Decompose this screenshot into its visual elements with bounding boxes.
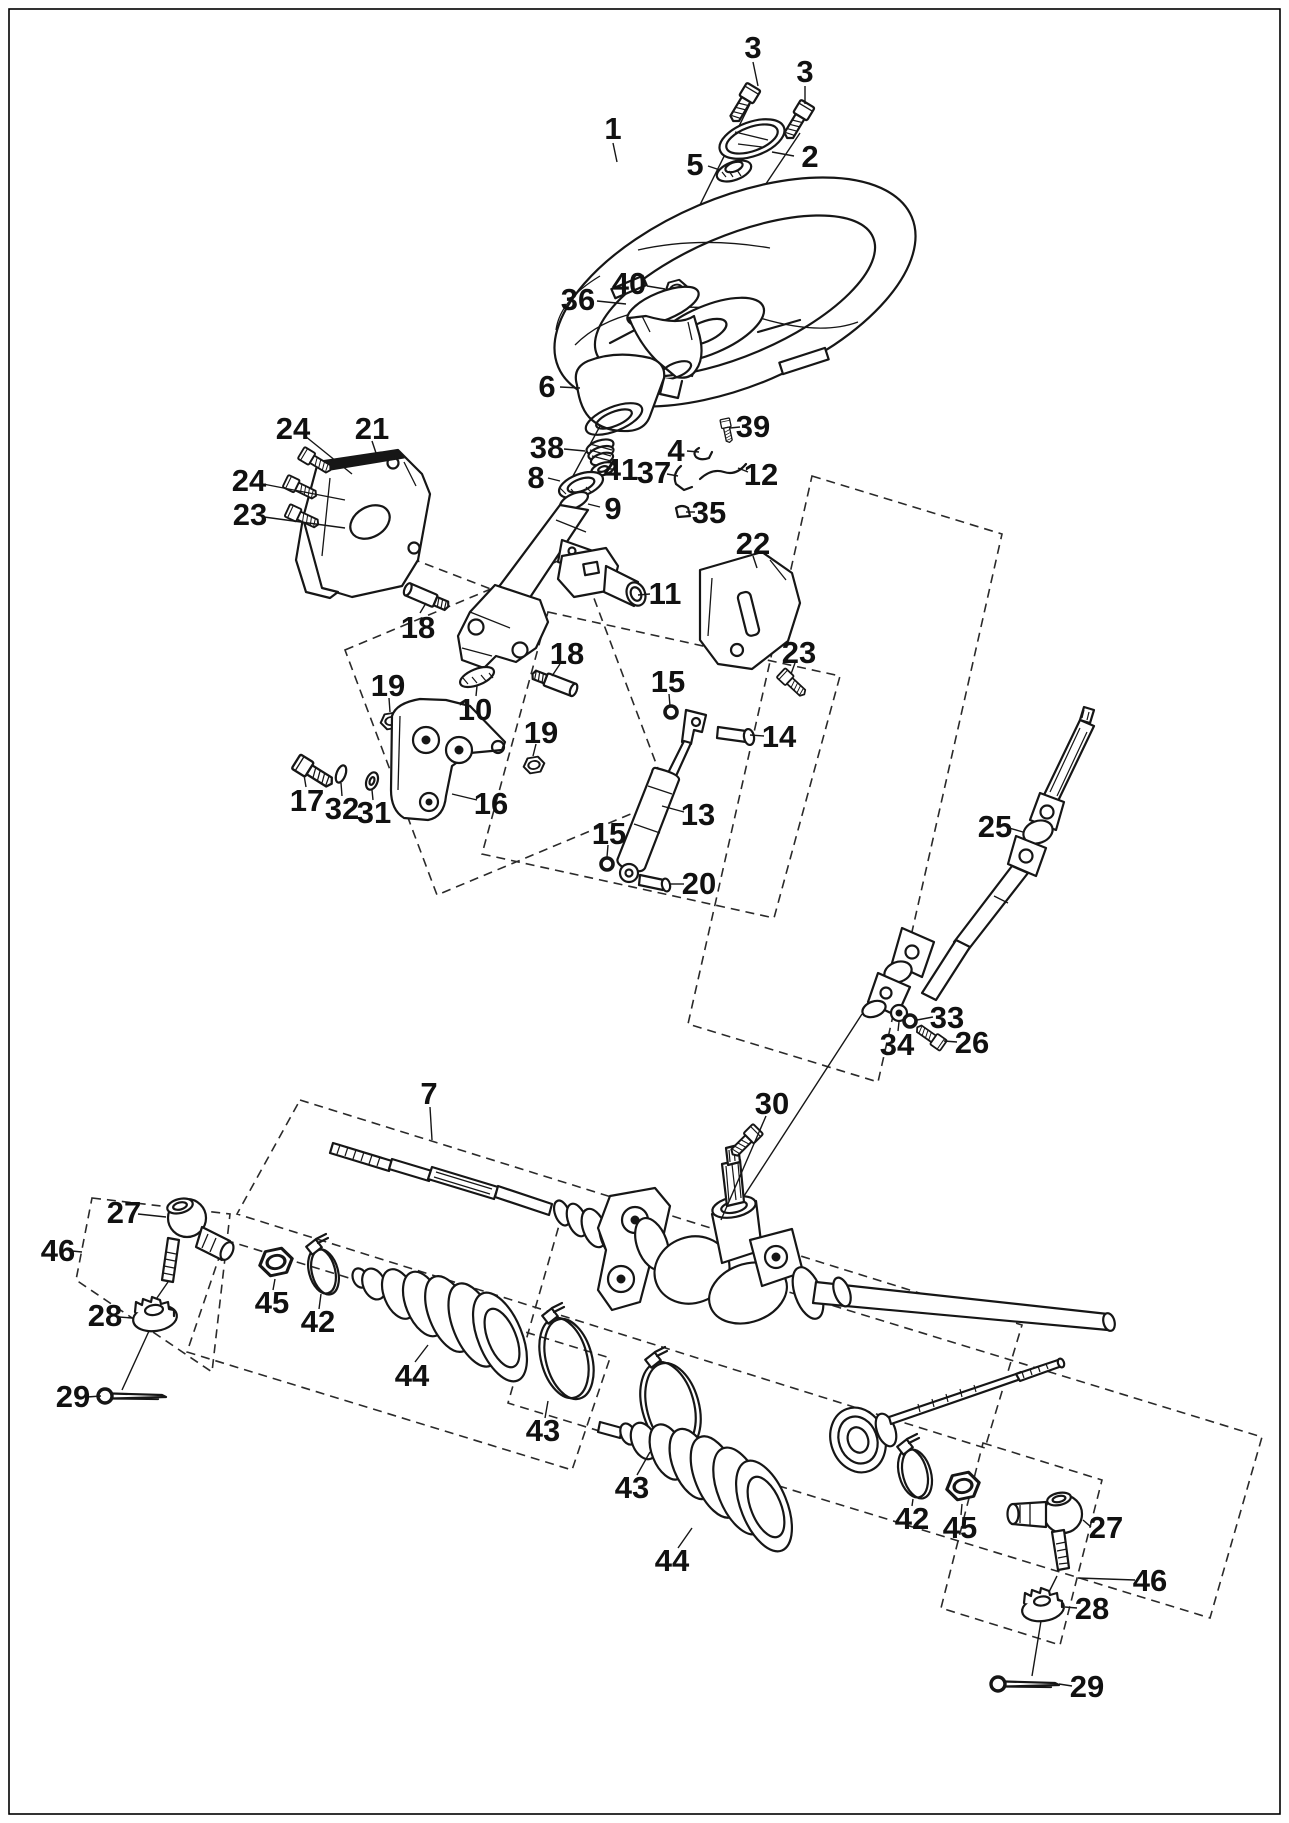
callout-31: 31 (356, 795, 392, 830)
callout-27: 27 (106, 1195, 142, 1230)
o-ring-15b (601, 858, 613, 870)
callout-3: 3 (744, 30, 762, 65)
steering-boot-44a (350, 1264, 538, 1389)
wheel-screw-3a (726, 83, 760, 126)
callout-43: 43 (525, 1413, 561, 1448)
spring-wire-12 (700, 464, 746, 479)
callout-17: 17 (289, 783, 325, 818)
flange-nut-19b (522, 756, 545, 775)
callout-25: 25 (977, 809, 1013, 844)
callout-44: 44 (654, 1543, 690, 1578)
callout-39: 39 (735, 409, 771, 444)
horn-contact-plate (714, 111, 790, 166)
boot-clamp-42b (893, 1434, 937, 1502)
callout-leader-8 (548, 478, 560, 481)
cover-screw-23b (777, 668, 809, 699)
callout-27: 27 (1088, 1510, 1124, 1545)
screw-39 (720, 418, 734, 443)
callout-leader-4 (687, 451, 699, 452)
callout-leader-2 (772, 152, 794, 156)
boot-clamp-43a (531, 1303, 602, 1405)
callout-13: 13 (680, 797, 716, 832)
gas-strut-13 (617, 710, 706, 882)
callout-28: 28 (1074, 1591, 1110, 1626)
tie-rod-end-27b (1008, 1491, 1083, 1570)
callout-21: 21 (354, 411, 390, 446)
callout-23: 23 (781, 635, 817, 670)
callout-18: 18 (400, 610, 436, 645)
callout-leader-7 (430, 1107, 432, 1140)
callout-6: 6 (538, 369, 556, 404)
callout-11: 11 (648, 576, 682, 611)
o-ring-15a (665, 706, 677, 718)
callout-5: 5 (686, 147, 704, 182)
intermediate-shaft-25 (860, 707, 1094, 1020)
callout-19: 19 (523, 715, 559, 750)
lock-nut-28b (1021, 1588, 1066, 1624)
callout-leader-3 (753, 62, 758, 86)
callout-12: 12 (743, 457, 779, 492)
callout-38: 38 (529, 430, 565, 465)
washer-31 (364, 771, 380, 792)
hex-nut-45b (944, 1470, 981, 1501)
retaining-clip-4 (695, 448, 712, 459)
callout-10: 10 (457, 692, 493, 727)
axis-line (122, 1331, 149, 1390)
callout-24: 24 (275, 411, 311, 446)
callout-19: 19 (370, 668, 406, 703)
callout-15: 15 (591, 816, 627, 851)
callout-43: 43 (614, 1470, 650, 1505)
callout-18: 18 (549, 636, 585, 671)
left-tie-rod-end-box-46 (76, 1198, 230, 1372)
callout-46: 46 (1132, 1563, 1168, 1598)
pivot-bolt-18a (402, 582, 451, 612)
callout-24: 24 (231, 463, 267, 498)
callout-29: 29 (1069, 1669, 1105, 1704)
contact-washer-5 (714, 156, 754, 185)
callout-41: 41 (603, 452, 639, 487)
tie-rod-end-27a (162, 1196, 236, 1282)
callout-22: 22 (735, 526, 771, 561)
washer-32 (334, 764, 349, 784)
callout-8: 8 (527, 460, 545, 495)
callout-37: 37 (636, 455, 672, 490)
callout-32: 32 (324, 791, 360, 826)
callout-44: 44 (394, 1358, 430, 1393)
callout-20: 20 (681, 866, 717, 901)
callout-26: 26 (954, 1025, 990, 1060)
callout-4: 4 (667, 433, 685, 468)
callout-leader-27 (138, 1214, 166, 1217)
callout-23: 23 (232, 497, 268, 532)
callout-45: 45 (942, 1510, 978, 1545)
clip-37 (675, 466, 692, 490)
callout-3: 3 (796, 54, 814, 89)
callout-42: 42 (300, 1304, 336, 1339)
boss-cover-6 (576, 355, 664, 442)
callout-34: 34 (879, 1027, 915, 1062)
cotter-pin-29a (98, 1389, 166, 1403)
clevis-pin-14 (717, 727, 755, 746)
callout-7: 7 (420, 1076, 438, 1111)
callout-36: 36 (560, 282, 596, 317)
callout-leader-9 (588, 504, 600, 507)
hex-nut-45a (257, 1246, 294, 1277)
callout-46: 46 (40, 1233, 76, 1268)
callout-28: 28 (87, 1298, 123, 1333)
axis-line (1032, 1621, 1041, 1676)
callout-42: 42 (894, 1501, 930, 1536)
cotter-pin-29b (991, 1677, 1059, 1691)
ignition-switch-11 (558, 548, 649, 608)
lock-nut-28a (131, 1297, 178, 1334)
callout-30: 30 (754, 1086, 790, 1121)
callout-35: 35 (691, 495, 727, 530)
callout-16: 16 (473, 786, 509, 821)
callout-29: 29 (55, 1379, 91, 1414)
callout-9: 9 (604, 491, 622, 526)
callout-45: 45 (254, 1285, 290, 1320)
callout-40: 40 (611, 266, 647, 301)
callout-leader-6 (560, 387, 580, 388)
callout-1: 1 (604, 111, 622, 146)
callout-33: 33 (929, 1000, 965, 1035)
pinch-bolt-30 (728, 1124, 764, 1160)
callout-15: 15 (650, 664, 686, 699)
ring-33 (904, 1015, 916, 1027)
callout-14: 14 (761, 719, 797, 754)
callout-2: 2 (801, 139, 819, 174)
boot-clamp-42a (303, 1234, 343, 1298)
callout-leader-38 (564, 449, 585, 451)
